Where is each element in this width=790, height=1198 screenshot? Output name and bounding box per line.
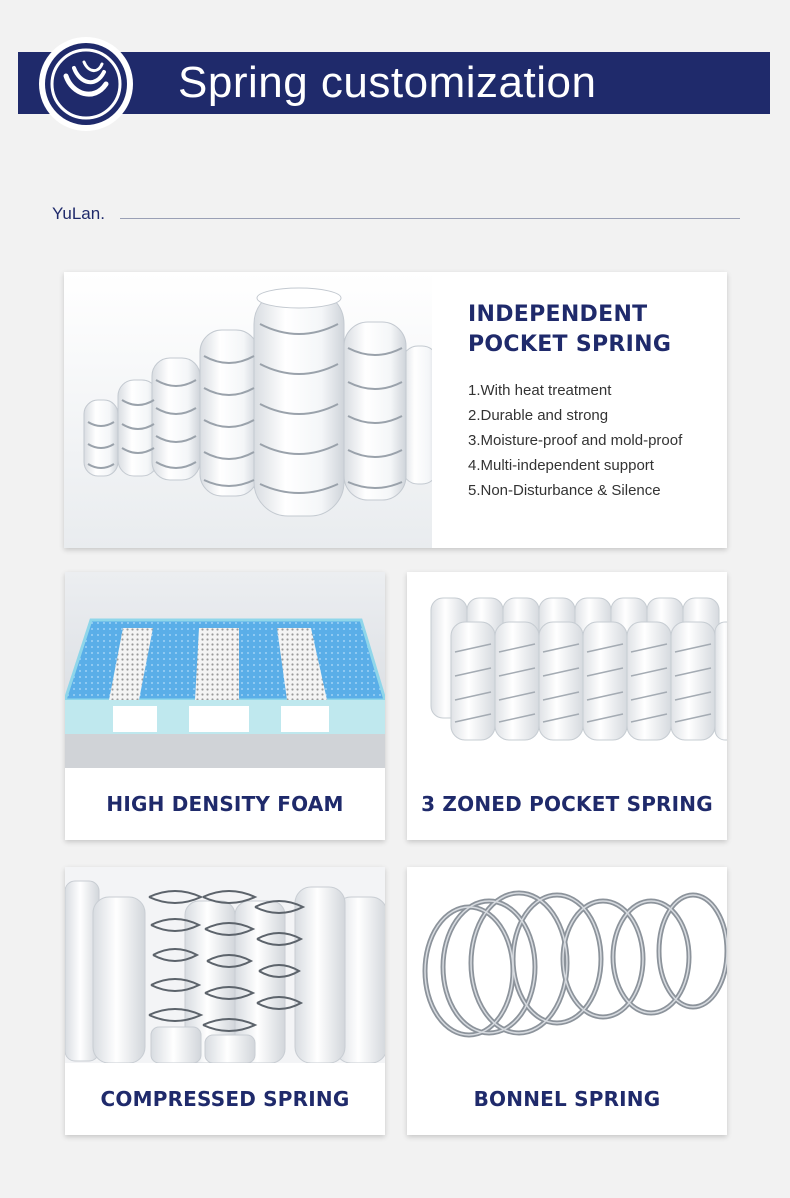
tile-label: COMPRESSED SPRING <box>100 1087 350 1111</box>
feature-title-line-2: POCKET SPRING <box>468 332 672 357</box>
brand-divider <box>120 218 740 219</box>
yulan-swirl-logo-icon <box>38 36 134 132</box>
pocket-spring-columns-image <box>64 272 432 548</box>
tile-bonnel-spring <box>407 867 727 1135</box>
pocket-spring-rows-image <box>407 572 727 768</box>
feature-point: 3.Moisture-proof and mold-proof <box>468 432 683 449</box>
tile-label: HIGH DENSITY FOAM <box>106 792 344 816</box>
tile-label: 3 ZONED POCKET SPRING <box>421 792 713 816</box>
feature-point: 2.Durable and strong <box>468 407 609 424</box>
bonnel-coil-image <box>407 867 727 1063</box>
feature-point: 5.Non-Disturbance & Silence <box>468 482 661 499</box>
feature-title <box>468 300 671 360</box>
feature-point: 1.With heat treatment <box>468 382 612 399</box>
feature-card-independent-pocket-spring <box>64 272 727 548</box>
compressed-spring-image <box>65 867 385 1063</box>
tile-label: BONNEL SPRING <box>473 1087 661 1111</box>
page-title: Spring customization <box>178 58 597 107</box>
feature-title-line-1: INDEPENDENT <box>468 302 648 327</box>
brand-name: YuLan. <box>52 204 105 223</box>
tile-3-zoned-pocket-spring <box>407 572 727 840</box>
feature-point: 4.Multi-independent support <box>468 457 654 474</box>
foam-layer-image <box>65 572 385 768</box>
tile-compressed-spring <box>65 867 385 1135</box>
feature-point-list <box>468 378 682 503</box>
tile-high-density-foam <box>65 572 385 840</box>
